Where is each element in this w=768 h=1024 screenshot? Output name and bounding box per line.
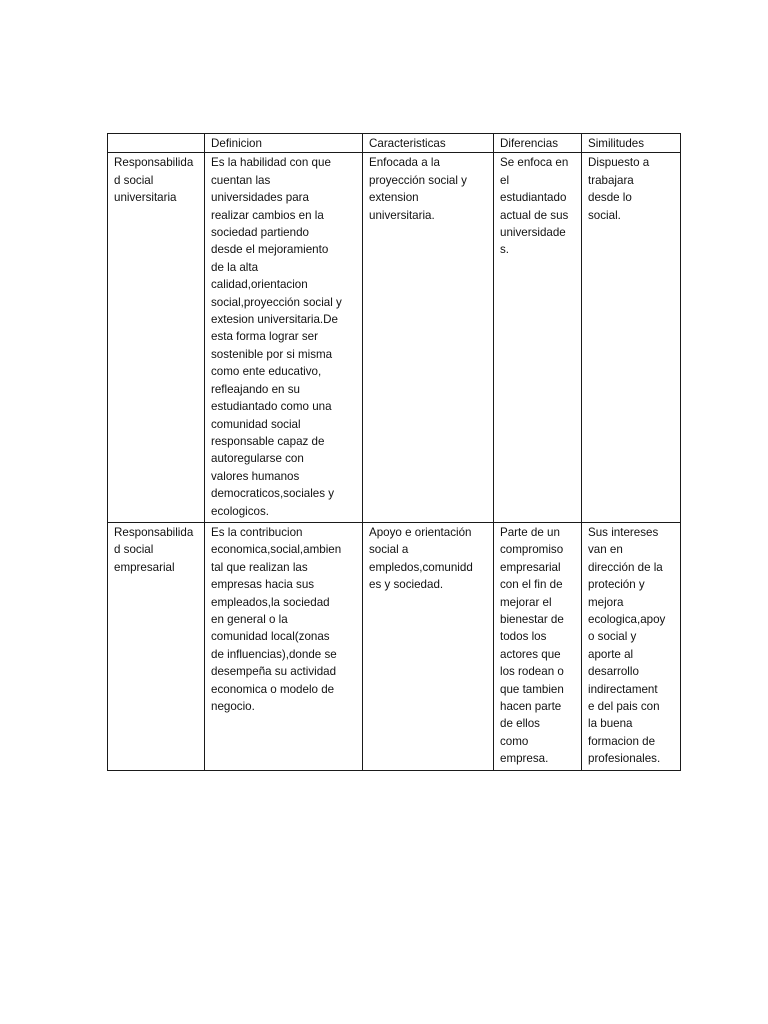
caracteristicas-cell: Apoyo e orientación social a empledos,comunidd es y sociedad. bbox=[363, 522, 494, 770]
similitudes-cell: Sus intereses van en dirección de la proteción y mejora ecologica,apoy o social y aporte al desarrollo indirectament e del pais con la buena formacion de profesionales. bbox=[582, 522, 681, 770]
table-row bbox=[108, 522, 681, 770]
header-cell-empty bbox=[108, 134, 205, 153]
definicion-cell: Es la habilidad con que cuentan las universidades para realizar cambios en la sociedad partiendo desde el mejoramiento de la alta calidad,orientacion social,proyección social y extesion universitaria.De esta forma lograr ser sostenible por si misma como ente educativo, refleajando en su estudiantado como una comunidad social responsable capaz de autoregularse con valores humanos democraticos,sociales y ecologicos. bbox=[205, 153, 363, 523]
definicion-cell: Es la contribucion economica,social,ambien tal que realizan las empresas hacia sus empleados,la sociedad en general o la comunidad local(zonas de influencias),donde se desempeña su actividad economica o modelo de negocio. bbox=[205, 522, 363, 770]
diferencias-cell: Parte de un compromiso empresarial con el fin de mejorar el bienestar de todos los actores que los rodean o que tambien hacen parte de ellos como empresa. bbox=[494, 522, 582, 770]
table-row bbox=[108, 153, 681, 523]
comparison-table bbox=[107, 133, 681, 771]
caracteristicas-cell: Enfocada a la proyección social y extension universitaria. bbox=[363, 153, 494, 523]
row-label-cell: Responsabilida d social empresarial bbox=[108, 522, 205, 770]
similitudes-cell: Dispuesto a trabajara desde lo social. bbox=[582, 153, 681, 523]
table-header-row bbox=[108, 134, 681, 153]
header-cell-similitudes: Similitudes bbox=[582, 134, 681, 153]
diferencias-cell: Se enfoca en el estudiantado actual de sus universidade s. bbox=[494, 153, 582, 523]
header-cell-caracteristicas: Caracteristicas bbox=[363, 134, 494, 153]
row-label-cell: Responsabilida d social universitaria bbox=[108, 153, 205, 523]
header-cell-diferencias: Diferencias bbox=[494, 134, 582, 153]
header-cell-definicion: Definicion bbox=[205, 134, 363, 153]
